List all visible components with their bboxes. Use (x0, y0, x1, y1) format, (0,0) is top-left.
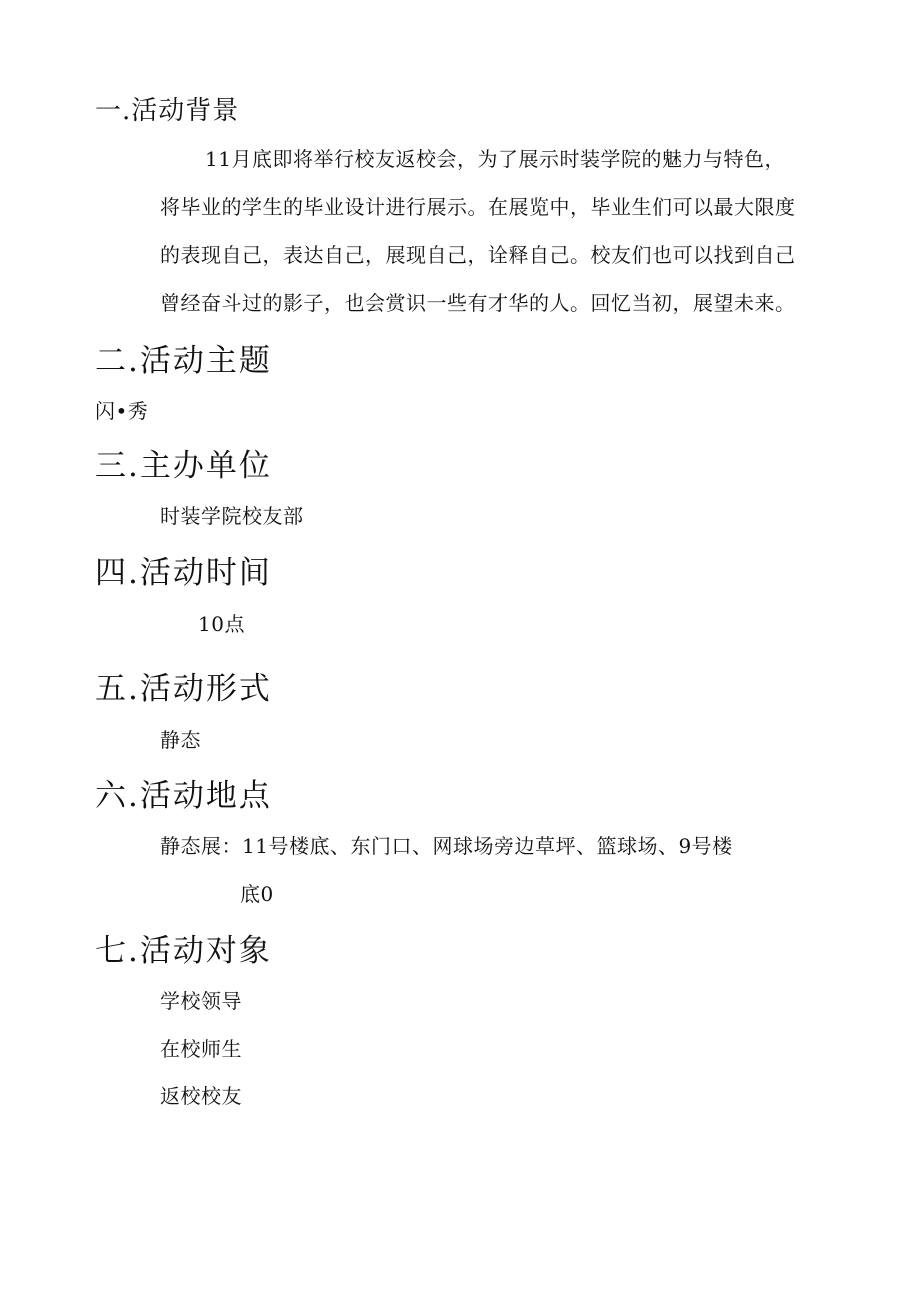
section-heading-theme: 二.活动主题 (95, 343, 272, 379)
background-line-4: 曾经奋斗过的影子，也会赏识一些有才华的人。回忆当初，展望未来。 (160, 291, 796, 315)
section-heading-time: 四.活动时间 (95, 555, 272, 591)
background-line-3: 的表现自己，表达自己，展现自己，诠释自己。校友们也可以找到自己 (160, 243, 796, 267)
theme-value: 闪•秀 (95, 399, 149, 423)
background-line-1: 11月底即将举行校友返校会，为了展示时装学院的魅力与特色， (205, 147, 785, 171)
section-heading-organizer: 三.主办单位 (95, 448, 272, 484)
section-heading-background: 一.活动背景 (95, 96, 240, 126)
audience-item-3: 返校校友 (160, 1084, 242, 1108)
format-value: 静态 (160, 728, 201, 752)
section-heading-format: 五.活动形式 (95, 671, 272, 707)
audience-item-1: 学校领导 (160, 989, 242, 1013)
time-value: 10点 (198, 612, 245, 636)
location-line-1: 静态展：11号楼底、东门口、网球场旁边草坪、篮球场、9号楼 (160, 834, 733, 858)
location-line-2: 底0 (240, 882, 274, 906)
organizer-value: 时装学院校友部 (160, 504, 304, 528)
audience-item-2: 在校师生 (160, 1037, 242, 1061)
section-heading-location: 六.活动地点 (95, 778, 272, 814)
section-heading-audience: 七.活动对象 (95, 933, 272, 969)
background-line-2: 将毕业的学生的毕业设计进行展示。在展览中，毕业生们可以最大限度 (160, 195, 796, 219)
